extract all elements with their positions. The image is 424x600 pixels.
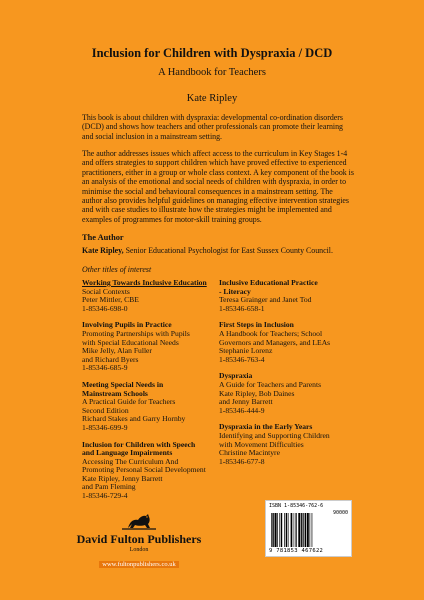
- description-paragraph-2: The author addresses issues which affect access to the curriculum in Key Stages 1-4 and offers strategies to support children which have proved effective to experienced practitioners, either in a group or whole class context. A key component of the book is an analysis of the emotional and social needs of children with dyspraxia, in order to minimise the social and behavioural consequences in a mainstream setting. The author also provides helpful guidelines on managing effective intervention strategies and with case studies to illustrate how the strategies might be implemented and examples of programmes for motor-skill training groups.: [82, 149, 354, 224]
- barcode-number: 9 781853 467622: [269, 548, 324, 554]
- barcode-bar: [301, 513, 302, 547]
- other-title-name: Dyspraxia: [219, 371, 253, 381]
- price-code: 90000: [332, 510, 348, 516]
- other-title-name: Involving Pupils in Practice: [82, 320, 172, 330]
- barcode-bar: [275, 513, 277, 547]
- barcode-bar: [303, 513, 304, 547]
- other-title-name: Inclusion for Children with Speech and Language Impairments: [82, 439, 196, 458]
- barcode-bar: [284, 513, 285, 547]
- other-title-entry: [82, 441, 217, 501]
- barcode-bar: [307, 513, 309, 547]
- book-author: Kate Ripley: [186, 93, 238, 104]
- publisher-logo: [74, 511, 204, 571]
- barcode-bar: [296, 513, 297, 547]
- other-title-details: Accessing The Curriculum And Promoting Personal Social Development Kate Ripley, Jenny Barrett and Pam Fleming 1-85346-729-4: [82, 456, 206, 501]
- barcode-bar: [286, 513, 287, 547]
- publisher-url: www.fultonpublishers.co.uk: [99, 561, 178, 568]
- barcode-bar: [279, 513, 280, 547]
- isbn-label: ISBN 1-85346-762-6: [269, 503, 324, 509]
- description-paragraph-1: This book is about children with dyspraxia: developmental co-ordination disorders (DCD) and shows how teachers and other professionals can promote their learning and social inclusion in a mainstream setting.: [82, 113, 343, 141]
- isbn-barcode: [265, 500, 352, 557]
- other-title-entry: [82, 381, 217, 433]
- barcode-bar: [310, 513, 311, 547]
- barcode-bar: [305, 513, 306, 547]
- barcode-bars: [271, 513, 331, 547]
- barcode-bar: [271, 513, 272, 547]
- barcode-bar: [277, 513, 278, 547]
- other-title-entry: [219, 279, 354, 313]
- barcode-bar: [281, 513, 282, 547]
- about-author-name: Kate Ripley,: [82, 246, 124, 255]
- barcode-bar: [272, 513, 273, 547]
- barcode-bar: [288, 513, 289, 547]
- other-title-entry: [82, 321, 217, 373]
- other-title-details: A Practical Guide for Teachers Second Edition Richard Stakes and Garry Hornby 1-85346-699-9: [82, 397, 186, 432]
- other-title-name: First Steps in Inclusion: [219, 320, 294, 330]
- other-title-name: Inclusive Educational Practice - Literacy: [219, 278, 318, 296]
- other-title-details: Identifying and Supporting Children with Movement Difficulties Christine Macintyre 1-85346-677-8: [219, 430, 330, 466]
- other-title-details: A Guide for Teachers and Parents Kate Ripley, Bob Daines and Jenny Barrett 1-85346-444-9: [219, 379, 322, 415]
- other-title-name: Working Towards Inclusive Education: [82, 278, 207, 287]
- publisher-name: David Fulton Publishers: [76, 532, 202, 546]
- other-title-name: Dyspraxia in the Early Years: [219, 422, 313, 432]
- other-title-details: Teresa Grainger and Janet Tod 1-85346-658-1: [219, 295, 312, 313]
- other-title-entry: [219, 321, 354, 364]
- barcode-bar: [298, 513, 300, 547]
- about-author-heading: The Author: [82, 233, 124, 242]
- other-titles-right-column: [219, 279, 354, 466]
- other-title-details: A Handbook for Teachers; School Governors and Managers, and LEAs Stephanie Lorenz 1-85346-763-4: [219, 328, 331, 364]
- about-author-text: [82, 246, 372, 255]
- publisher-place: London: [129, 547, 149, 553]
- about-author-role: Senior Educational Psychologist for East Sussex County Council.: [123, 246, 333, 255]
- book-title: Inclusion for Children with Dyspraxia / DCD: [91, 46, 333, 60]
- other-title-entry: [82, 279, 217, 313]
- other-title-entry: [219, 372, 354, 415]
- barcode-bar: [293, 513, 294, 547]
- barcode-bar: [312, 513, 313, 547]
- other-title-entry: [219, 423, 354, 466]
- barcode-bar: [295, 513, 296, 547]
- publisher-emblem-icon: [120, 511, 158, 531]
- other-title-details: Promoting Partnerships with Pupils with Special Educational Needs Mike Jelly, Alan Fuller and Richard Byers 1-85346-685-9: [82, 328, 190, 373]
- other-titles-heading: Other titles of interest: [82, 265, 152, 274]
- barcode-bar: [291, 513, 292, 547]
- other-titles-left-column: [82, 279, 217, 501]
- book-subtitle: A Handbook for Teachers: [158, 67, 266, 78]
- other-title-details: Social Contexts Peter Mittler, CBE 1-85346-698-0: [82, 286, 139, 313]
- other-title-name: Meeting Special Needs in Mainstream Schools: [82, 379, 164, 398]
